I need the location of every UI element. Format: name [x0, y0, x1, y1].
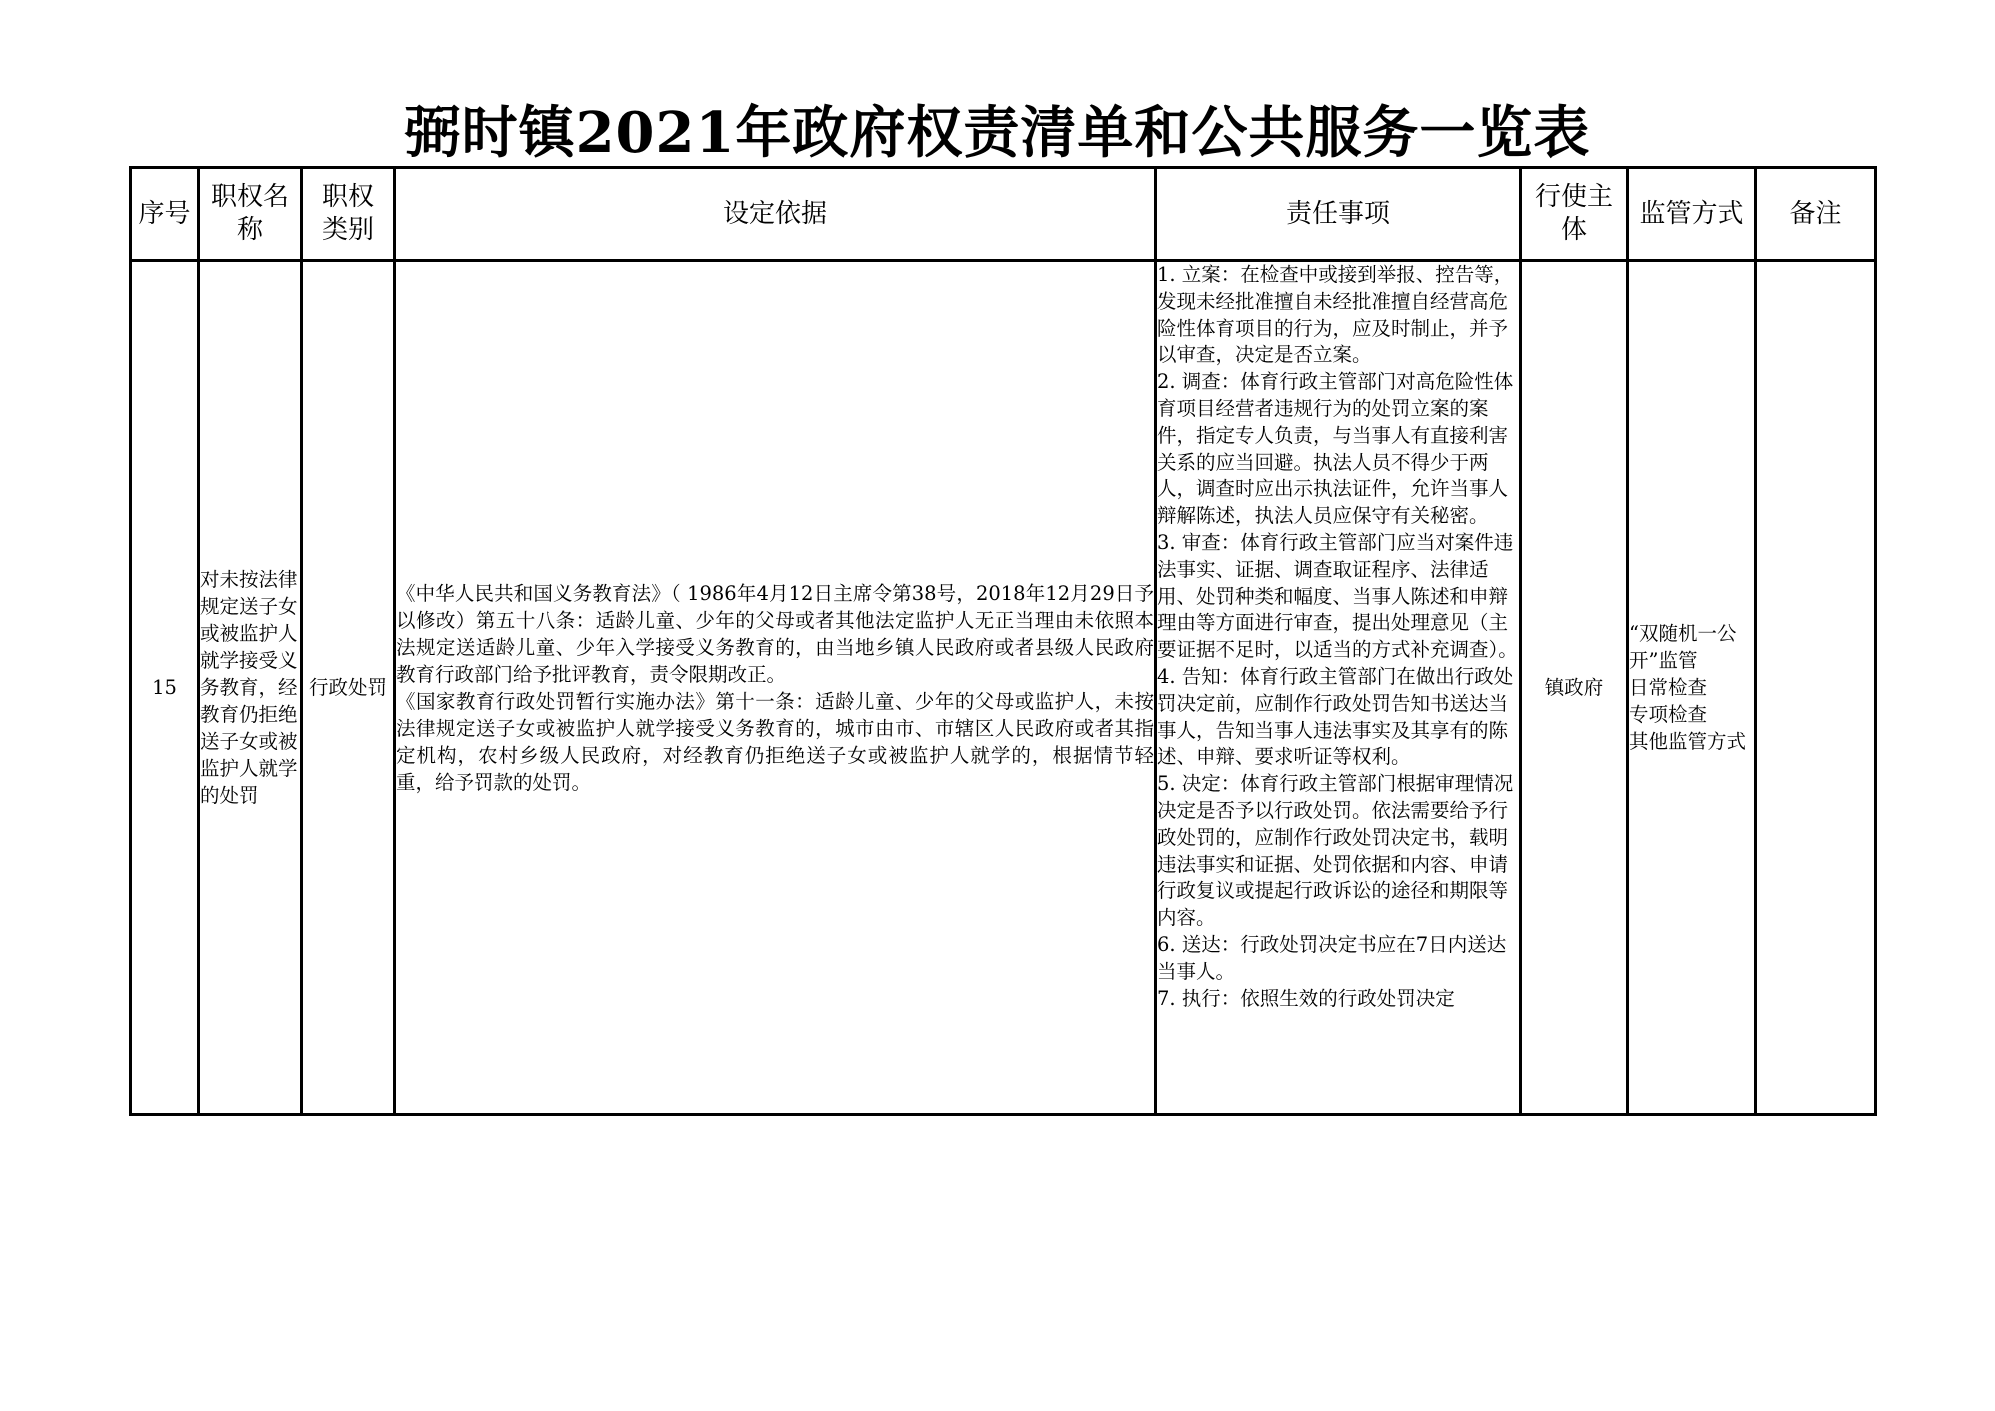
- cell-subject: 镇政府: [1521, 261, 1628, 1115]
- header-type: 职权类别: [302, 168, 395, 261]
- responsibility-item: 6. 送达：行政处罚决定书应在7日内送达当事人。: [1157, 932, 1507, 983]
- header-subject: 行使主体: [1521, 168, 1628, 261]
- responsibility-item: 1. 立案：在检查中或接到举报、控告等，发现未经批准擅自未经批准擅自经营高危险性体育项目的行为，应及时制止，并予以审查，决定是否立案。: [1157, 263, 1514, 367]
- responsibility-item: 2. 调查：体育行政主管部门对高危险性体育项目经营者违规行为的处罚立案的案件，指定专人负责，与当事人有直接利害关系的应当回避。执法人员不得少于两人，调查时应出示执法证件，允许当事人辩解陈述，执法人员应保守有关秘密。: [1157, 370, 1514, 528]
- cell-name: 对未按法律规定送子女或被监护人就学接受义务教育，经教育仍拒绝送子女或被监护人就学的处罚: [199, 261, 302, 1115]
- duty-list-table: [129, 166, 1877, 1116]
- table-header-row: [131, 168, 1876, 261]
- basis-paragraph: 《中华人民共和国义务教育法》（ 1986年4月12日主席令第38号，2018年12月29日予以修改）第五十八条：适龄儿童、少年的父母或者其他法定监护人无正当理由未依照本法规定送适龄儿童、少年入学接受义务教育的，由当地乡镇人民政府或者县级人民政府教育行政部门给予批评教育，责令限期改正。: [396, 581, 1154, 686]
- responsibility-item: 7. 执行：依照生效的行政处罚决定: [1157, 986, 1455, 1010]
- supervision-item: 其他监管方式: [1629, 730, 1747, 753]
- responsibility-item: 3. 审查：体育行政主管部门应当对案件违法事实、证据、调查取证程序、法律适用、处罚种类和幅度、当事人陈述和申辩理由等方面进行审查，提出处理意见（主要证据不足时，以适当的方式补充调查）。: [1157, 530, 1518, 662]
- supervision-item: 专项检查: [1629, 703, 1708, 726]
- cell-no: 15: [131, 261, 199, 1115]
- cell-supervision: [1628, 261, 1756, 1115]
- cell-responsibility: [1156, 261, 1521, 1115]
- table-row: [131, 261, 1876, 1115]
- supervision-item: 日常检查: [1629, 676, 1708, 699]
- header-no: 序号: [131, 168, 199, 261]
- header-responsibility: 责任事项: [1156, 168, 1521, 261]
- cell-basis: [395, 261, 1156, 1115]
- header-basis: 设定依据: [395, 168, 1156, 261]
- cell-remarks: [1756, 261, 1876, 1115]
- page-title: 弼时镇2021年政府权责清单和公共服务一览表: [404, 100, 1591, 166]
- header-name: 职权名称: [199, 168, 302, 261]
- header-supervision: 监管方式: [1628, 168, 1756, 261]
- header-remarks: 备注: [1756, 168, 1876, 261]
- basis-paragraph: 《国家教育行政处罚暂行实施办法》第十一条：适龄儿童、少年的父母或监护人，未按法律规定送子女或被监护人就学接受义务教育的，城市由市、市辖区人民政府或者其指定机构，农村乡级人民政府，对经教育仍拒绝送子女或被监护人就学的，根据情节轻重，给予罚款的处罚。: [396, 689, 1154, 794]
- responsibility-item: 4. 告知：体育行政主管部门在做出行政处罚决定前，应制作行政处罚告知书送达当事人，告知当事人违法事实及其享有的陈述、申辩、要求听证等权利。: [1157, 664, 1514, 769]
- cell-type: 行政处罚: [302, 261, 395, 1115]
- supervision-item: “双随机一公开”监管: [1629, 622, 1737, 672]
- responsibility-item: 5. 决定：体育行政主管部门根据审理情况决定是否予以行政处罚。依法需要给予行政处罚的，应制作行政处罚决定书，载明违法事实和证据、处罚依据和内容、申请行政复议或提起行政诉讼的途径和期限等内容。: [1157, 772, 1514, 930]
